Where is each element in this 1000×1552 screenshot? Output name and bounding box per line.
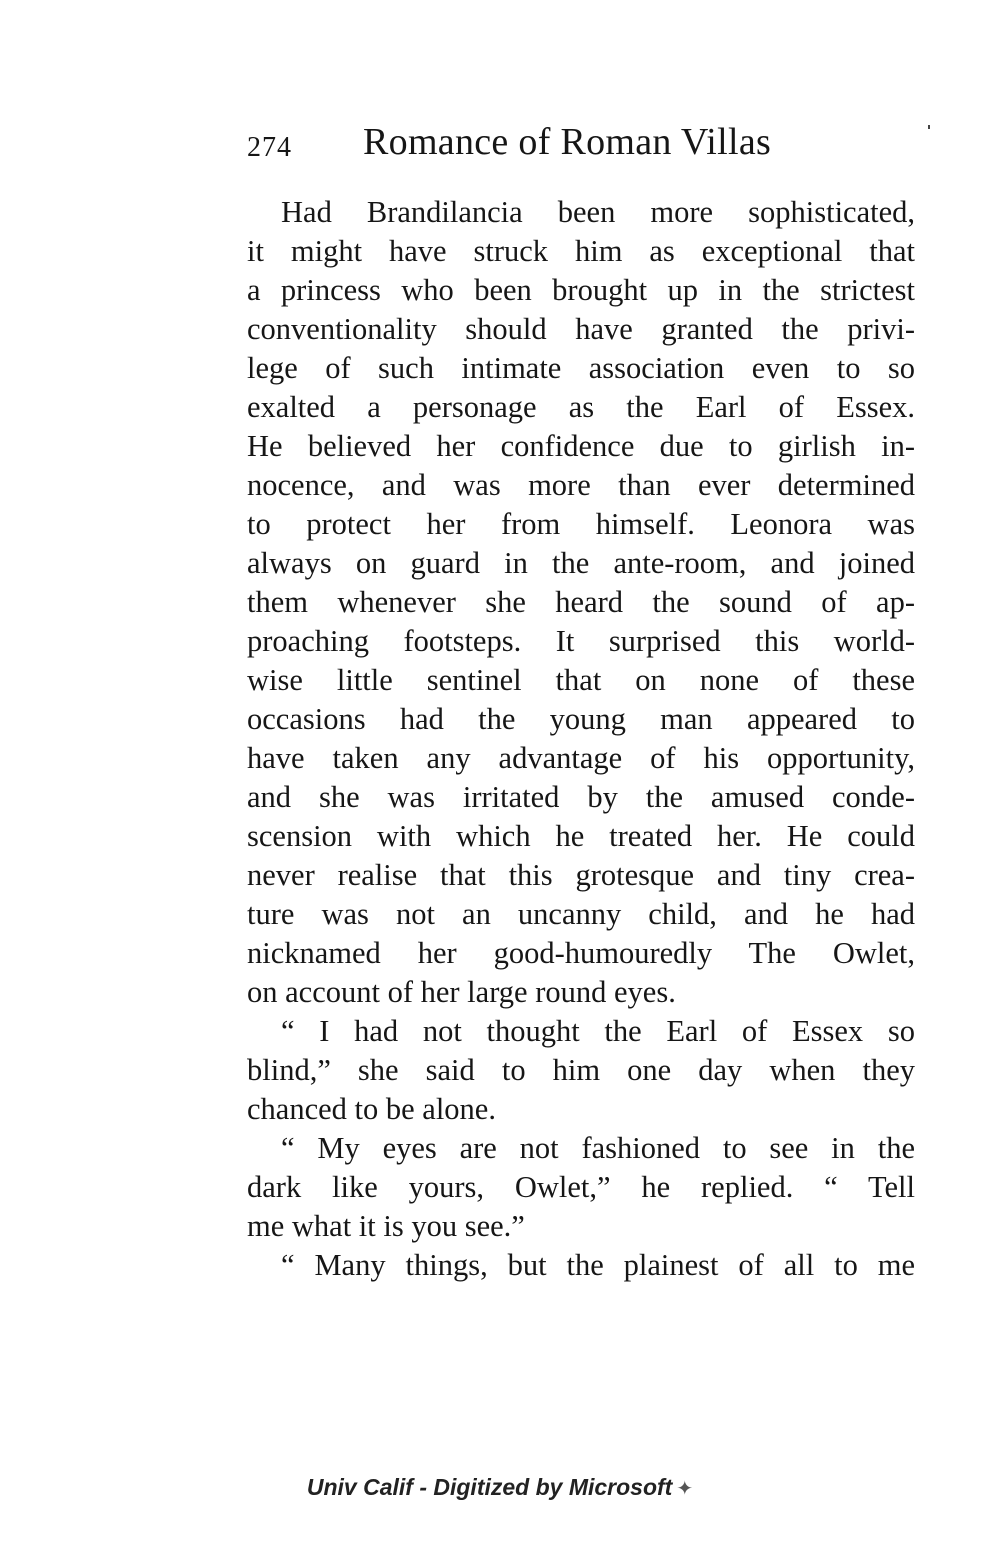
scan-speck — [928, 125, 930, 129]
digitization-footer — [0, 1474, 1000, 1501]
text-line: have taken any advantage of his opportunity, — [247, 741, 915, 775]
text-line: nocence, and was more than ever determined — [247, 468, 915, 502]
running-title: Romance of Roman Villas — [363, 121, 772, 163]
text-line: blind,” she said to him one day when they — [247, 1053, 915, 1087]
text-line: conventionality should have granted the privi- — [247, 312, 915, 346]
text-line: He believed her confidence due to girlish in- — [247, 429, 915, 463]
text-line: scension with which he treated her. He could — [247, 819, 915, 853]
text-line: dark like yours, Owlet,” he replied. “ Tell — [247, 1170, 915, 1204]
text-line: “ I had not thought the Earl of Essex so — [281, 1014, 915, 1048]
text-line: ture was not an uncanny child, and he had — [247, 897, 915, 931]
text-line: a princess who been brought up in the strictest — [247, 273, 915, 307]
text-line: on account of her large round eyes. — [247, 975, 676, 1009]
digitization-credit: Univ Calif - Digitized by Microsoft — [306, 1474, 673, 1500]
text-line: wise little sentinel that on none of these — [247, 663, 915, 697]
text-line: to protect her from himself. Leonora was — [247, 507, 915, 541]
text-line: them whenever she heard the sound of ap- — [247, 585, 915, 619]
text-line: it might have struck him as exceptional that — [247, 234, 915, 268]
text-line: me what it is you see.” — [247, 1209, 525, 1243]
text-line: proaching footsteps. It surprised this world- — [247, 624, 915, 658]
text-line: nicknamed her good-humouredly The Owlet, — [247, 936, 915, 970]
microsoft-mark-icon: ✦ — [676, 1478, 694, 1500]
text-line: lege of such intimate association even to so — [247, 351, 915, 385]
body-text — [247, 193, 915, 1285]
text-line: chanced to be alone. — [247, 1092, 496, 1126]
text-line: “ Many things, but the plainest of all to me — [281, 1248, 915, 1282]
running-head — [247, 120, 807, 170]
text-line: never realise that this grotesque and tiny crea- — [247, 858, 915, 892]
text-line: always on guard in the ante-room, and joined — [247, 546, 915, 580]
text-line: and she was irritated by the amused conde- — [247, 780, 915, 814]
text-line: Had Brandilancia been more sophisticated, — [281, 195, 915, 229]
page-number: 274 — [247, 132, 292, 163]
text-line: “ My eyes are not fashioned to see in the — [281, 1131, 915, 1165]
text-line: occasions had the young man appeared to — [247, 702, 915, 736]
text-line: exalted a personage as the Earl of Essex. — [247, 390, 915, 424]
